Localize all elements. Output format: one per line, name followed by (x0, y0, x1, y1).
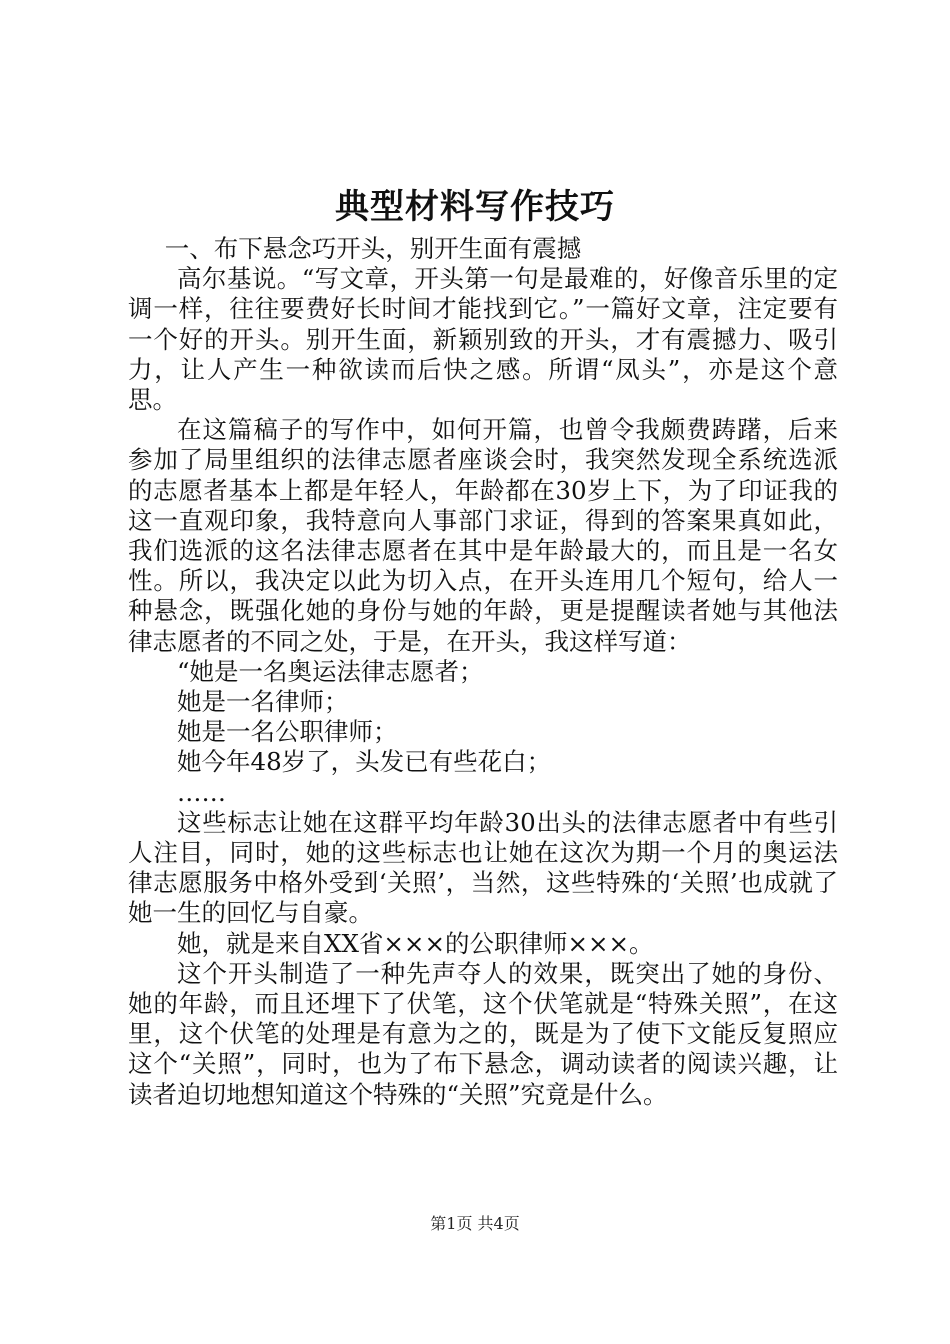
quote-line: 她是一名律师； (177, 687, 349, 717)
section-heading: 一、布下悬念巧开头，别开生面有震撼 (164, 234, 582, 263)
paragraph: 她，就是来自XX省×××的公职律师×××。 (177, 928, 654, 958)
paragraph: 这个开头制造了一种先声夺人的效果，既突出了她的身份、她的年龄，而且还埋下了伏笔，这个伏笔就是“特殊关照”，在这里，这个伏笔的处理是有意为之的，既是为了使下文能反复照应这个“关照”，同时，也为了布下悬念，调动读者的阅读兴趣，让读者迫切地想知道这个特殊的“关照”究竟是什么。 (128, 958, 838, 1109)
page-number-footer: 第1页 共4页 (430, 1214, 520, 1233)
paragraph: 高尔基说。“写文章，开头第一句是最难的，好像音乐里的定调一样，往往要费好长时间才能找到它。”一篇好文章，注定要有一个好的开头。别开生面，新颖别致的开头，才有震撼力、吸引力，让人产生一种欲读而后快之感。所谓“凤头”，亦是这个意思。 (128, 264, 838, 415)
ellipsis-line: …… (177, 777, 226, 807)
quote-line: “她是一名奥运法律志愿者； (177, 656, 484, 686)
quote-line: 她今年48岁了，头发已有些花白； (177, 747, 552, 777)
paragraph: 在这篇稿子的写作中，如何开篇，也曾令我颇费踌躇，后来参加了局里组织的法律志愿者座谈会时，我突然发现全系统选派的志愿者基本上都是年轻人，年龄都在30岁上下，为了印证我的这一直观印象，我特意向人事部门求证，得到的答案果真如此，我们选派的这名法律志愿者在其中是年龄最大的，而且是一名女性。所以，我决定以此为切入点，在开头连用几个短句，给人一种悬念，既强化她的身份与她的年龄，更是提醒读者她与其他法律志愿者的不同之处，于是，在开头，我这样写道： (128, 415, 838, 656)
paragraph: 这些标志让她在这群平均年龄30出头的法律志愿者中有些引人注目，同时，她的这些标志也让她在这次为期一个月的奥运法律志愿服务中格外受到‘关照’，当然，这些特殊的‘关照’也成就了她一生的回忆与自豪。 (128, 807, 838, 928)
document-body (128, 234, 838, 1110)
quote-line: 她是一名公职律师； (177, 717, 398, 747)
document-title: 典型材料写作技巧 (335, 187, 615, 227)
